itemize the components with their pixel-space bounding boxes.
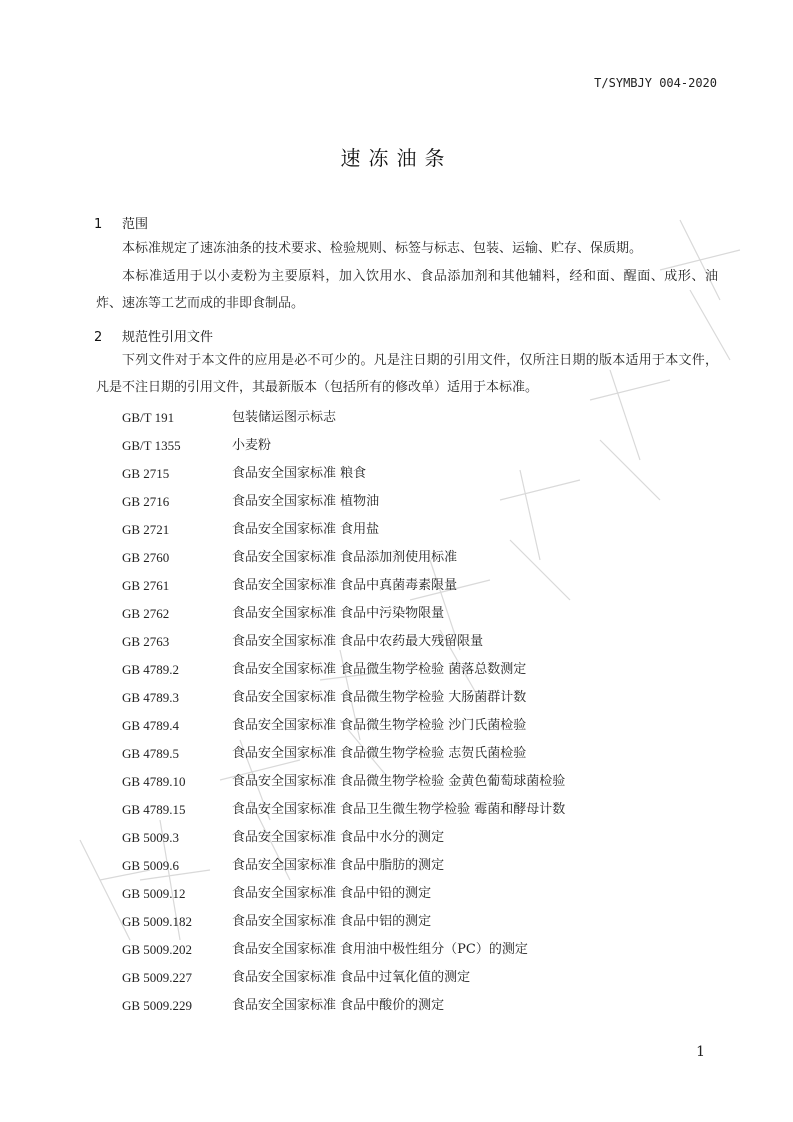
reference-title: 食品安全国家标准 食品中水分的测定 [232, 830, 445, 845]
reference-code: GB 4789.2 [122, 662, 180, 677]
reference-item [122, 936, 565, 964]
reference-title: 食品安全国家标准 食用盐 [232, 522, 380, 537]
reference-item [122, 488, 565, 516]
reference-code: GB 5009.12 [122, 886, 186, 901]
reference-title: 食品安全国家标准 食品微生物学检验 菌落总数测定 [232, 662, 527, 677]
document-code: T/SYMBJY 004-2020 [594, 76, 717, 90]
reference-code: GB 5009.229 [122, 998, 193, 1013]
reference-item [122, 516, 565, 544]
reference-list [122, 404, 565, 1020]
reference-title: 食品安全国家标准 食品中脂肪的测定 [232, 858, 445, 873]
reference-code: GB 4789.3 [122, 690, 180, 705]
reference-code: GB 2761 [122, 578, 170, 593]
reference-title: 食品安全国家标准 粮食 [232, 466, 367, 481]
section-1-paragraph-1: 本标准规定了速冻油条的技术要求、检验规则、标签与标志、包装、运输、贮存、保质期。 [122, 241, 643, 256]
reference-code: GB 4789.10 [122, 774, 186, 789]
document-title: 速冻油条 [340, 146, 453, 170]
reference-code: GB 2716 [122, 494, 170, 509]
reference-item [122, 908, 565, 936]
reference-item [122, 796, 565, 824]
reference-title: 食品安全国家标准 食品微生物学检验 沙门氏菌检验 [232, 718, 527, 733]
reference-title: 食品安全国家标准 食用油中极性组分（PC）的测定 [232, 942, 528, 957]
reference-item [122, 992, 565, 1020]
reference-code: GB 2721 [122, 522, 170, 537]
section-1-paragraph-2: 本标准适用于以小麦粉为主要原料，加入饮用水、食品添加剂和其他辅料，经和面、醒面、成形、油炸、速冻等工艺而成的非即食制品。 [96, 269, 718, 311]
reference-title: 食品安全国家标准 食品中污染物限量 [232, 606, 445, 621]
reference-item [122, 880, 565, 908]
reference-code: GB 5009.227 [122, 970, 193, 985]
reference-title: 食品安全国家标准 食品中酸价的测定 [232, 998, 445, 1013]
reference-title: 食品安全国家标准 食品微生物学检验 志贺氏菌检验 [232, 746, 527, 761]
reference-item [122, 964, 565, 992]
reference-item [122, 852, 565, 880]
reference-item [122, 460, 565, 488]
reference-item [122, 432, 565, 460]
reference-item [122, 544, 565, 572]
reference-title: 食品安全国家标准 食品微生物学检验 金黄色葡萄球菌检验 [232, 774, 566, 789]
reference-item [122, 740, 565, 768]
reference-code: GB 5009.182 [122, 914, 193, 929]
reference-item [122, 684, 565, 712]
reference-code: GB/T 1355 [122, 438, 181, 453]
reference-code: GB 4789.4 [122, 718, 180, 733]
reference-item [122, 628, 565, 656]
reference-title: 食品安全国家标准 食品添加剂使用标准 [232, 550, 458, 565]
reference-title: 小麦粉 [232, 438, 272, 453]
reference-code: GB 5009.6 [122, 858, 180, 873]
reference-code: GB 5009.202 [122, 942, 193, 957]
reference-item [122, 572, 565, 600]
reference-code: GB 2715 [122, 466, 170, 481]
reference-item [122, 768, 565, 796]
reference-code: GB 2763 [122, 634, 170, 649]
reference-code: GB/T 191 [122, 410, 175, 425]
reference-code: GB 4789.15 [122, 802, 186, 817]
reference-code: GB 4789.5 [122, 746, 180, 761]
reference-title: 食品安全国家标准 食品微生物学检验 大肠菌群计数 [232, 690, 527, 705]
section-1-heading [94, 213, 148, 232]
reference-title: 食品安全国家标准 食品中过氧化值的测定 [232, 970, 471, 985]
reference-title: 包装储运图示标志 [232, 410, 337, 425]
reference-title: 食品安全国家标准 植物油 [232, 494, 380, 509]
section-2-title: 规范性引用文件 [122, 330, 214, 345]
reference-title: 食品安全国家标准 食品卫生微生物学检验 霉菌和酵母计数 [232, 802, 566, 817]
reference-item [122, 600, 565, 628]
section-2-number: 2 [94, 330, 103, 345]
section-2-paragraph-1: 下列文件对于本文件的应用是必不可少的。凡是注日期的引用文件，仅所注日期的版本适用于本文件，凡是不注日期的引用文件，其最新版本（包括所有的修改单）适用于本标准。 [96, 353, 718, 395]
reference-title: 食品安全国家标准 食品中真菌毒素限量 [232, 578, 458, 593]
reference-code: GB 5009.3 [122, 830, 180, 845]
page-number: 1 [696, 1044, 705, 1060]
section-1-title: 范围 [122, 217, 149, 232]
reference-item [122, 404, 565, 432]
reference-item [122, 656, 565, 684]
reference-item [122, 712, 565, 740]
reference-code: GB 2760 [122, 550, 170, 565]
reference-title: 食品安全国家标准 食品中铅的测定 [232, 886, 432, 901]
reference-title: 食品安全国家标准 食品中铝的测定 [232, 914, 432, 929]
section-2-heading [94, 326, 213, 345]
section-1-number: 1 [94, 217, 103, 232]
reference-code: GB 2762 [122, 606, 170, 621]
reference-item [122, 824, 565, 852]
reference-title: 食品安全国家标准 食品中农药最大残留限量 [232, 634, 484, 649]
